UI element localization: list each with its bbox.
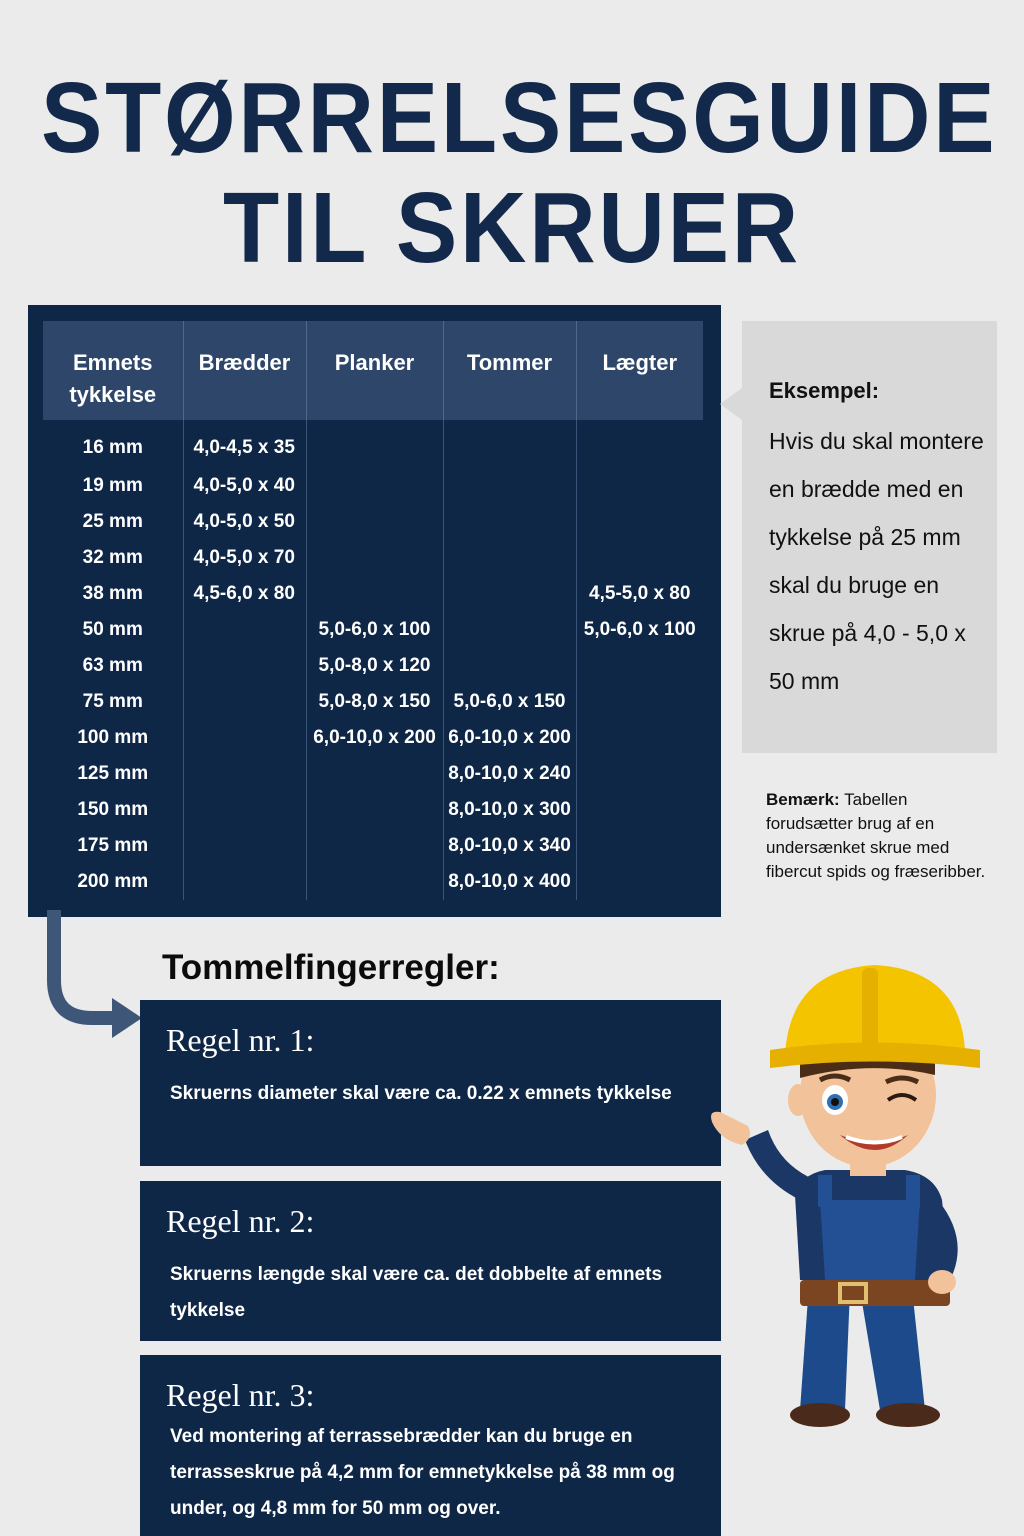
screw-size-cell xyxy=(443,540,576,576)
rule-text: Ved montering af terrassebrædder kan du bruge en terrasseskrue på 4,2 mm for emnetykkelse på 38 mm og under, og 4,8 mm for 50 mm og over. xyxy=(170,1426,675,1519)
example-label: Eksempel: xyxy=(769,378,880,403)
screw-size-cell: 4,5-6,0 x 80 xyxy=(183,576,306,612)
screw-size-cell xyxy=(306,864,443,900)
screw-size-cell xyxy=(576,864,703,900)
rule-title: Regel nr. 1: xyxy=(166,1022,315,1058)
screw-size-cell xyxy=(306,420,443,468)
screw-size-cell: 4,0-5,0 x 40 xyxy=(183,468,306,504)
screw-size-cell xyxy=(183,684,306,720)
screw-size-cell xyxy=(443,576,576,612)
page-title-line1: STØRRELSESGUIDE xyxy=(40,62,998,174)
note-text xyxy=(766,788,996,884)
screw-size-cell xyxy=(443,648,576,684)
size-table-panel xyxy=(28,305,721,917)
screw-size-cell xyxy=(576,648,703,684)
rule-card-2 xyxy=(140,1181,721,1341)
table-row xyxy=(43,420,703,468)
callout-pointer xyxy=(720,388,742,420)
thickness-cell: 16 mm xyxy=(82,437,143,458)
screw-size-cell xyxy=(576,504,703,540)
column-header-planks: Planker xyxy=(306,321,443,420)
screw-size-cell xyxy=(443,612,576,648)
screw-size-cell: 6,0-10,0 x 200 xyxy=(443,720,576,756)
screw-size-cell xyxy=(443,504,576,540)
column-header-thickness: Emnets tykkelse xyxy=(43,321,183,420)
table-row xyxy=(43,828,703,864)
size-table xyxy=(43,321,703,900)
table-row xyxy=(43,864,703,900)
thickness-cell: 100 mm xyxy=(77,727,149,748)
thickness-cell: 50 mm xyxy=(82,619,143,640)
thickness-cell: 63 mm xyxy=(82,655,143,676)
screw-size-cell xyxy=(306,576,443,612)
thickness-cell: 38 mm xyxy=(82,583,143,604)
screw-size-cell xyxy=(183,720,306,756)
screw-size-cell xyxy=(576,540,703,576)
page-title-line2: TIL SKRUER xyxy=(223,172,801,284)
rule-text: Skruerns diameter skal være ca. 0.22 x emnets tykkelse xyxy=(170,1083,672,1104)
screw-size-cell: 5,0-8,0 x 150 xyxy=(306,684,443,720)
column-header-boards: Brædder xyxy=(183,321,306,420)
rule-title: Regel nr. 2: xyxy=(166,1203,315,1239)
table-row xyxy=(43,684,703,720)
table-row xyxy=(43,576,703,612)
table-row xyxy=(43,540,703,576)
rule-card-3 xyxy=(140,1355,721,1536)
screw-size-cell: 4,0-5,0 x 70 xyxy=(183,540,306,576)
thickness-cell: 125 mm xyxy=(77,763,149,784)
screw-size-cell: 4,0-4,5 x 35 xyxy=(183,420,306,468)
screw-size-cell xyxy=(183,612,306,648)
screw-size-cell xyxy=(443,420,576,468)
screw-size-cell xyxy=(183,864,306,900)
example-callout xyxy=(742,321,997,753)
screw-size-cell xyxy=(576,720,703,756)
table-row xyxy=(43,648,703,684)
table-header-row xyxy=(43,321,703,420)
screw-size-cell: 8,0-10,0 x 300 xyxy=(443,792,576,828)
screw-size-cell xyxy=(576,468,703,504)
table-row xyxy=(43,792,703,828)
note-body: Tabellen forudsætter brug af en undersænket skrue med fibercut spids og fræseribber. xyxy=(766,790,986,881)
screw-size-cell xyxy=(576,756,703,792)
screw-size-cell xyxy=(306,828,443,864)
thickness-cell: 25 mm xyxy=(82,511,143,532)
screw-size-cell xyxy=(306,792,443,828)
rule-card-1 xyxy=(140,1000,721,1166)
screw-size-cell xyxy=(443,468,576,504)
thickness-cell: 175 mm xyxy=(77,835,149,856)
screw-size-cell xyxy=(306,468,443,504)
thickness-cell: 32 mm xyxy=(82,547,143,568)
screw-size-cell: 5,0-8,0 x 120 xyxy=(306,648,443,684)
screw-size-cell: 5,0-6,0 x 150 xyxy=(443,684,576,720)
screw-size-cell: 5,0-6,0 x 100 xyxy=(306,612,443,648)
table-row xyxy=(43,720,703,756)
screw-size-cell xyxy=(306,540,443,576)
screw-size-cell xyxy=(306,756,443,792)
note-label: Bemærk: xyxy=(766,790,840,809)
screw-size-cell: 5,0-6,0 x 100 xyxy=(576,612,703,648)
rule-title: Regel nr. 3: xyxy=(166,1377,315,1413)
rule-text: Skruerns længde skal være ca. det dobbelte af emnets tykkelse xyxy=(170,1264,663,1321)
column-header-inch: Tommer xyxy=(443,321,576,420)
screw-size-cell: 8,0-10,0 x 400 xyxy=(443,864,576,900)
screw-size-cell xyxy=(576,792,703,828)
example-text: Hvis du skal montere en brædde med en tykkelse på 25 mm skal du bruge en skrue på 4,0 - 5,0 x 50 mm xyxy=(769,428,984,694)
thickness-cell: 75 mm xyxy=(82,691,143,712)
table-row xyxy=(43,504,703,540)
screw-size-cell xyxy=(306,504,443,540)
table-row xyxy=(43,756,703,792)
screw-size-cell: 6,0-10,0 x 200 xyxy=(306,720,443,756)
table-body xyxy=(43,420,703,900)
screw-size-cell xyxy=(576,828,703,864)
thickness-cell: 200 mm xyxy=(77,871,149,892)
rules-heading: Tommelfingerregler: xyxy=(162,948,500,987)
screw-size-cell: 8,0-10,0 x 240 xyxy=(443,756,576,792)
column-header-battens: Lægter xyxy=(576,321,703,420)
thickness-cell: 19 mm xyxy=(82,475,143,496)
screw-size-cell xyxy=(183,828,306,864)
screw-size-cell xyxy=(576,420,703,468)
screw-size-cell xyxy=(576,684,703,720)
construction-worker-illustration xyxy=(650,950,990,1440)
table-row xyxy=(43,468,703,504)
screw-size-cell: 4,0-5,0 x 50 xyxy=(183,504,306,540)
screw-size-cell xyxy=(183,756,306,792)
screw-size-cell: 8,0-10,0 x 340 xyxy=(443,828,576,864)
screw-size-cell xyxy=(183,648,306,684)
thickness-cell: 150 mm xyxy=(77,799,149,820)
screw-size-cell: 4,5-5,0 x 80 xyxy=(576,576,703,612)
table-row xyxy=(43,612,703,648)
curved-arrow-icon xyxy=(38,910,148,1050)
screw-size-cell xyxy=(183,792,306,828)
